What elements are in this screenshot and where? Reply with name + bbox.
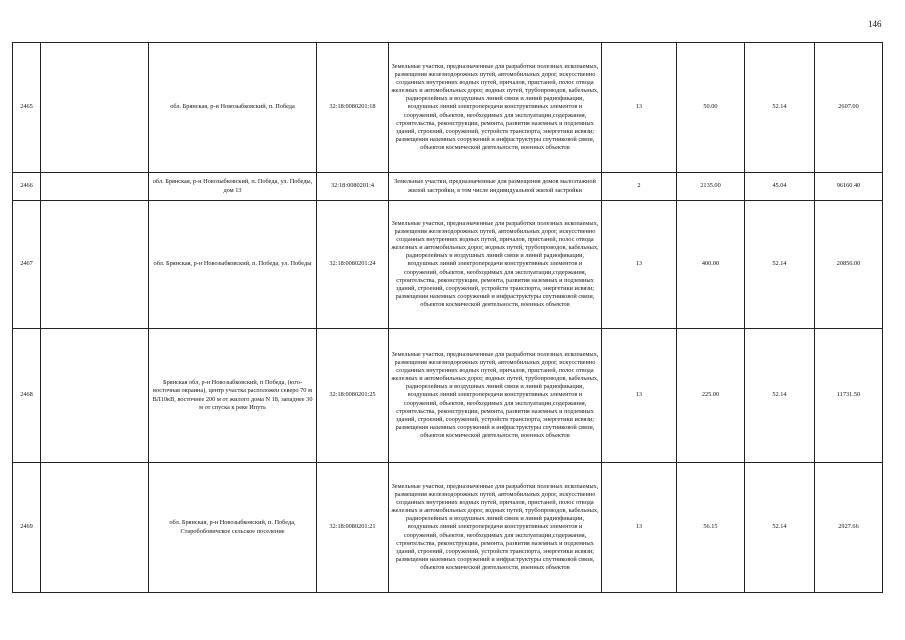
cadastral-value-cell: 11731.50: [815, 329, 883, 463]
cadastral-number-cell: 32:18:0080201:18: [317, 43, 389, 173]
rate-cell: 52.14: [745, 463, 815, 593]
group-cell: 13: [602, 329, 677, 463]
area-cell: 225.00: [677, 329, 745, 463]
table-row: [13, 173, 883, 201]
address-cell: обл. Брянская, р-н Новозыбковский, п. Победа: [149, 43, 317, 173]
permitted-use-cell: Земельные участки, предназначенные для разработки полезных ископаемых, размещения железнодорожных путей, автомобильных дорог, искусственно созданных внутренних водных путей, причалов, пристаней, полос отвода железных и автомобильных дорог, водных путей, трубопроводов, кабельных, радиорелейных и воздушных линий связи и линий радиофикации, воздушных линий электропередачи конструктивных элементов и сооружений, объектов, необходимых для эксплуатации,содержания, строительства, реконструкции, ремонта, развития наземных и подземных зданий, строений, сооружений, устройств транспорта, энергетики исвязи; размещения наземных сооружений и инфраструктуры спутниковой связи, объектов космической деятельности, военных объектов: [389, 463, 602, 593]
row-number: 2469: [13, 463, 41, 593]
table-row: [13, 43, 883, 173]
cadastral-value-cell: 2607.00: [815, 43, 883, 173]
group-cell: 2: [602, 173, 677, 201]
cadastral-number-cell: 32:18:0080201:4: [317, 173, 389, 201]
permitted-use-cell: Земельные участки, предназначенные для разработки полезных ископаемых, размещения железнодорожных путей, автомобильных дорог, искусственно созданных внутренних водных путей, причалов, пристаней, полос отвода железных и автомобильных дорог, водных путей, трубопроводов, кабельных, радиорелейных и воздушных линий связи и линий радиофикации, воздушных линий электропередачи конструктивных элементов и сооружений, объектов, необходимых для эксплуатации,содержания, строительства, реконструкции, ремонта, развития наземных и подземных зданий, строений, сооружений, устройств транспорта, энергетики исвязи; размещения наземных сооружений и инфраструктуры спутниковой связи, объектов космической деятельности, военных объектов: [389, 329, 602, 463]
row-number: 2465: [13, 43, 41, 173]
address-cell: обл. Брянская, р-н Новозыбковский, п. Победа, ул. Победы, дом 13: [149, 173, 317, 201]
empty-cell: [41, 43, 149, 173]
address-cell: обл. Брянская, р-н Новозыбковский, п. Победа, Старобобовичское сельское поселение: [149, 463, 317, 593]
group-cell: 13: [602, 201, 677, 329]
rate-cell: 52.14: [745, 329, 815, 463]
permitted-use-cell: Земельные участки, предназначенные для размещения домов малоэтажной жилой застройки, в том числе индивидуальной жилой застройки: [389, 173, 602, 201]
land-registry-table: [12, 42, 883, 593]
area-cell: 56.15: [677, 463, 745, 593]
empty-cell: [41, 463, 149, 593]
address-cell: Брянская обл, р-н Новозыбковский, п Победа, (юго-восточная окраина), центр участка расположен северо 70 м ВЛ10кВ, восточнее 200 м от жилого дома N 18, западнее 30 м от спуска к реке Ипуть: [149, 329, 317, 463]
empty-cell: [41, 329, 149, 463]
area-cell: 2135.00: [677, 173, 745, 201]
address-cell: обл. Брянская, р-н Новозыбковский, п. Победа, ул. Победы: [149, 201, 317, 329]
permitted-use-cell: Земельные участки, предназначенные для разработки полезных ископаемых, размещения железнодорожных путей, автомобильных дорог, искусственно созданных внутренних водных путей, причалов, пристаней, полос отвода железных и автомобильных дорог, водных путей, трубопроводов, кабельных, радиорелейных и воздушных линий связи и линий радиофикации, воздушных линий электропередачи конструктивных элементов и сооружений, объектов, необходимых для эксплуатации,содержания, строительства, реконструкции, ремонта, развития наземных и подземных зданий, строений, сооружений, устройств транспорта, энергетики исвязи; размещения наземных сооружений и инфраструктуры спутниковой связи, объектов космической деятельности, военных объектов: [389, 43, 602, 173]
table-row: [13, 201, 883, 329]
empty-cell: [41, 173, 149, 201]
area-cell: 400.00: [677, 201, 745, 329]
page-number: 146: [868, 19, 882, 29]
row-number: 2468: [13, 329, 41, 463]
cadastral-number-cell: 32:18:0080201:21: [317, 463, 389, 593]
table-row: [13, 329, 883, 463]
cadastral-number-cell: 32:18:0080201:25: [317, 329, 389, 463]
rate-cell: 52.14: [745, 43, 815, 173]
area-cell: 50.00: [677, 43, 745, 173]
cadastral-number-cell: 32:18:0080201:24: [317, 201, 389, 329]
cadastral-value-cell: 20856.00: [815, 201, 883, 329]
table-row: [13, 463, 883, 593]
rate-cell: 52.14: [745, 201, 815, 329]
rate-cell: 45.04: [745, 173, 815, 201]
row-number: 2467: [13, 201, 41, 329]
group-cell: 13: [602, 463, 677, 593]
row-number: 2466: [13, 173, 41, 201]
permitted-use-cell: Земельные участки, предназначенные для разработки полезных ископаемых, размещения железнодорожных путей, автомобильных дорог, искусственно созданных внутренних водных путей, причалов, пристаней, полос отвода железных и автомобильных дорог, водных путей, трубопроводов, кабельных, радиорелейных и воздушных линий связи и линий радиофикации, воздушных линий электропередачи конструктивных элементов и сооружений, объектов, необходимых для эксплуатации,содержания, строительства, реконструкции, ремонта, развития наземных и подземных зданий, строений, сооружений, устройств транспорта, энергетики исвязи; размещения наземных сооружений и инфраструктуры спутниковой связи, объектов космической деятельности, военных объектов: [389, 201, 602, 329]
cadastral-value-cell: 2927.66: [815, 463, 883, 593]
cadastral-value-cell: 96160.40: [815, 173, 883, 201]
group-cell: 13: [602, 43, 677, 173]
empty-cell: [41, 201, 149, 329]
